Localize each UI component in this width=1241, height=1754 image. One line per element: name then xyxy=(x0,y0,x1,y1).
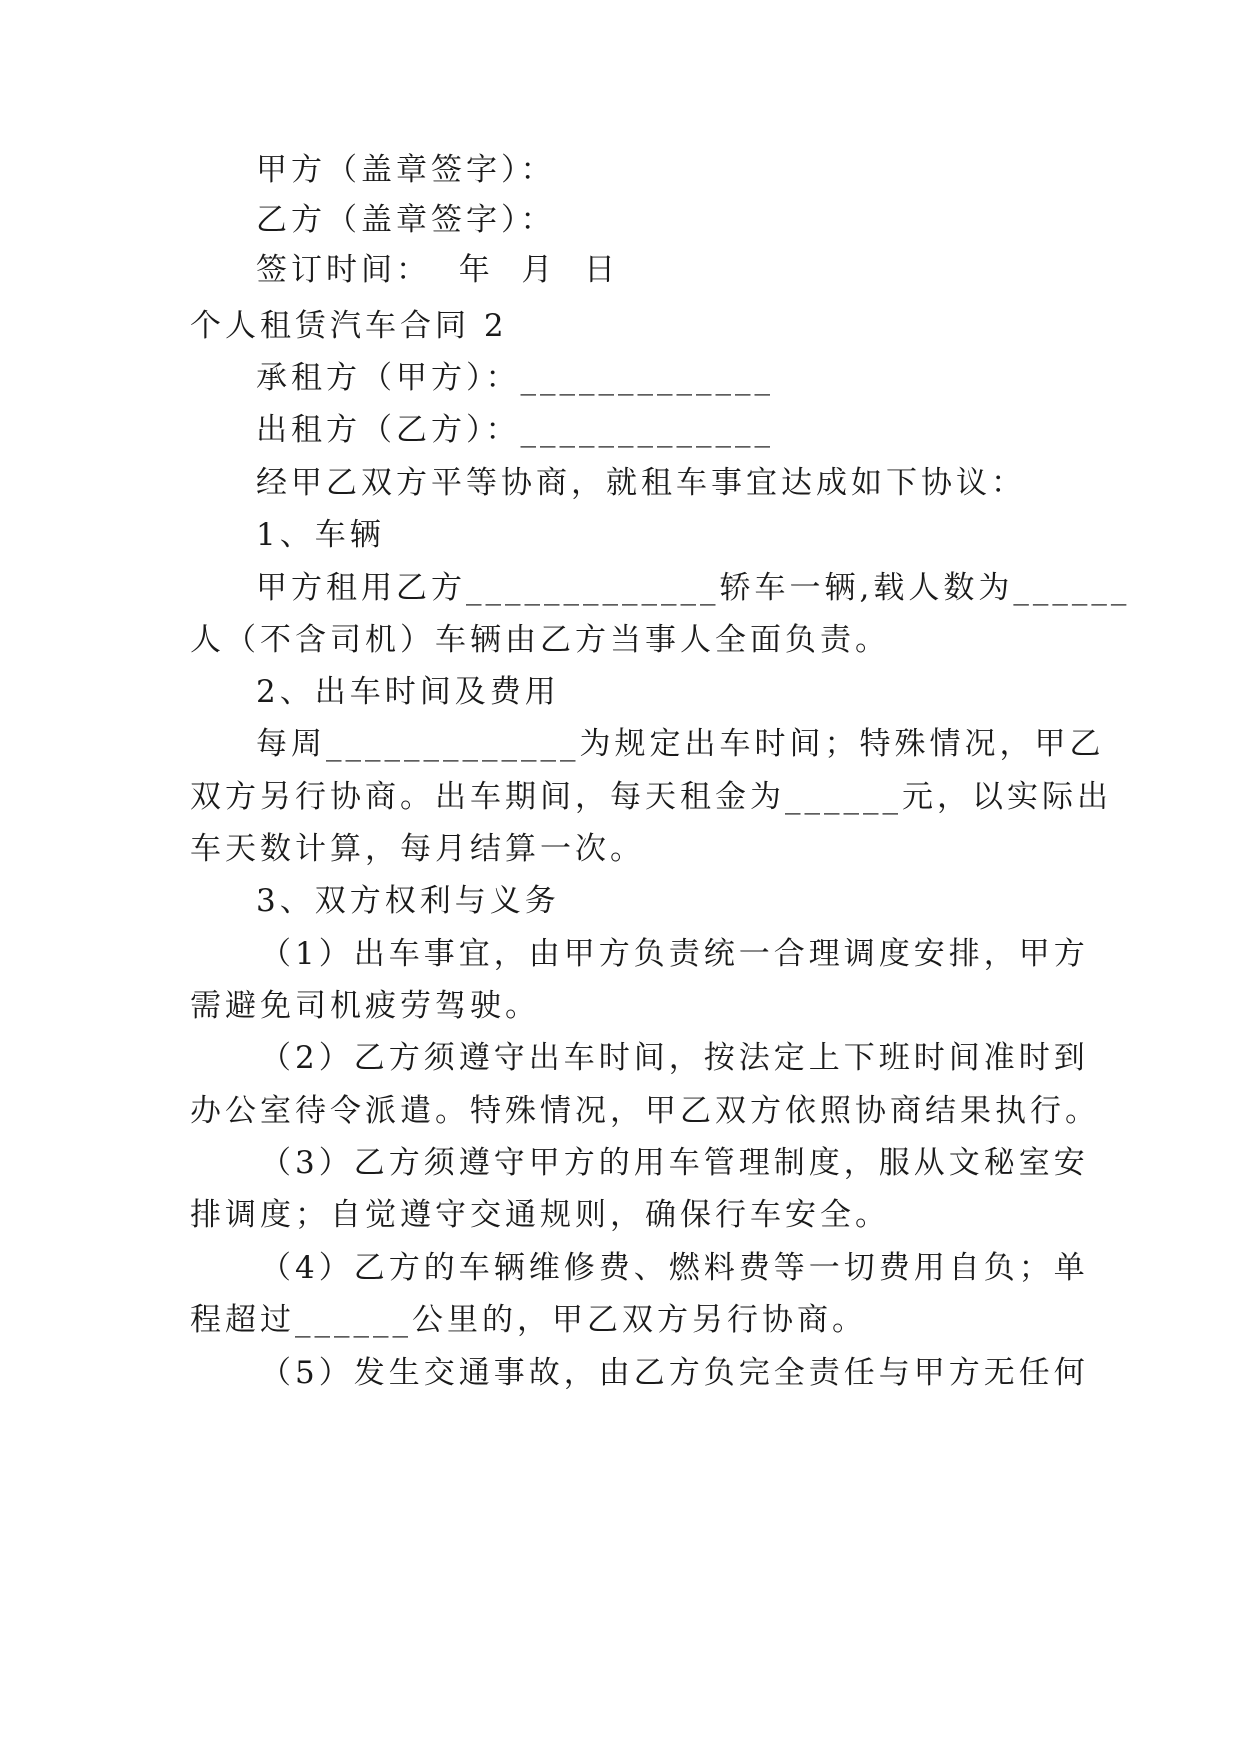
agreement-intro: 经甲乙双方平等协商，就租车事宜达成如下协议： xyxy=(256,465,1026,501)
paragraph-line: 车天数计算，每月结算一次。 xyxy=(190,831,645,867)
paragraph-line: 双方另行协商。出车期间，每天租金为______元，以实际出 xyxy=(190,779,1112,815)
clause-5-line: （5）发生交通事故，由乙方负完全责任与甲方无任何 xyxy=(260,1355,1089,1391)
clause-3-line: 排调度；自觉遵守交通规则，确保行车安全。 xyxy=(190,1197,890,1233)
section-3-heading: 3、双方权利与义务 xyxy=(256,883,560,919)
clause-3-line: （3）乙方须遵守甲方的用车管理制度，服从文秘室安 xyxy=(260,1145,1089,1181)
section-2-heading: 2、出车时间及费用 xyxy=(256,674,560,710)
lessee-line: 承租方（甲方）：_____________ xyxy=(256,360,774,396)
signing-date-line: 签订时间： 年 月 日 xyxy=(256,252,620,288)
clause-4-line: （4）乙方的车辆维修费、燃料费等一切费用自负；单 xyxy=(260,1250,1089,1286)
paragraph-line: 每周_____________为规定出车时间；特殊情况，甲乙 xyxy=(256,726,1105,762)
clause-4-line: 程超过______公里的，甲乙双方另行协商。 xyxy=(190,1302,867,1338)
clause-2-line: （2）乙方须遵守出车时间，按法定上下班时间准时到 xyxy=(260,1040,1089,1076)
paragraph-line: 甲方租用乙方_____________轿车一辆,载人数为______ xyxy=(256,570,1131,606)
contract-title: 个人租赁汽车合同 2 xyxy=(190,308,508,344)
paragraph-line: 人（不含司机）车辆由乙方当事人全面负责。 xyxy=(190,622,890,658)
party-a-signature-line: 甲方（盖章签字）： xyxy=(256,152,556,188)
clause-1-line: 需避免司机疲劳驾驶。 xyxy=(190,988,540,1024)
clause-2-line: 办公室待令派遣。特殊情况，甲乙双方依照协商结果执行。 xyxy=(190,1093,1100,1129)
section-1-heading: 1、车辆 xyxy=(256,517,385,553)
lessor-line: 出租方（乙方）：_____________ xyxy=(256,412,774,448)
party-b-signature-line: 乙方（盖章签字）： xyxy=(256,202,556,238)
clause-1-line: （1）出车事宜，由甲方负责统一合理调度安排，甲方 xyxy=(260,936,1089,972)
